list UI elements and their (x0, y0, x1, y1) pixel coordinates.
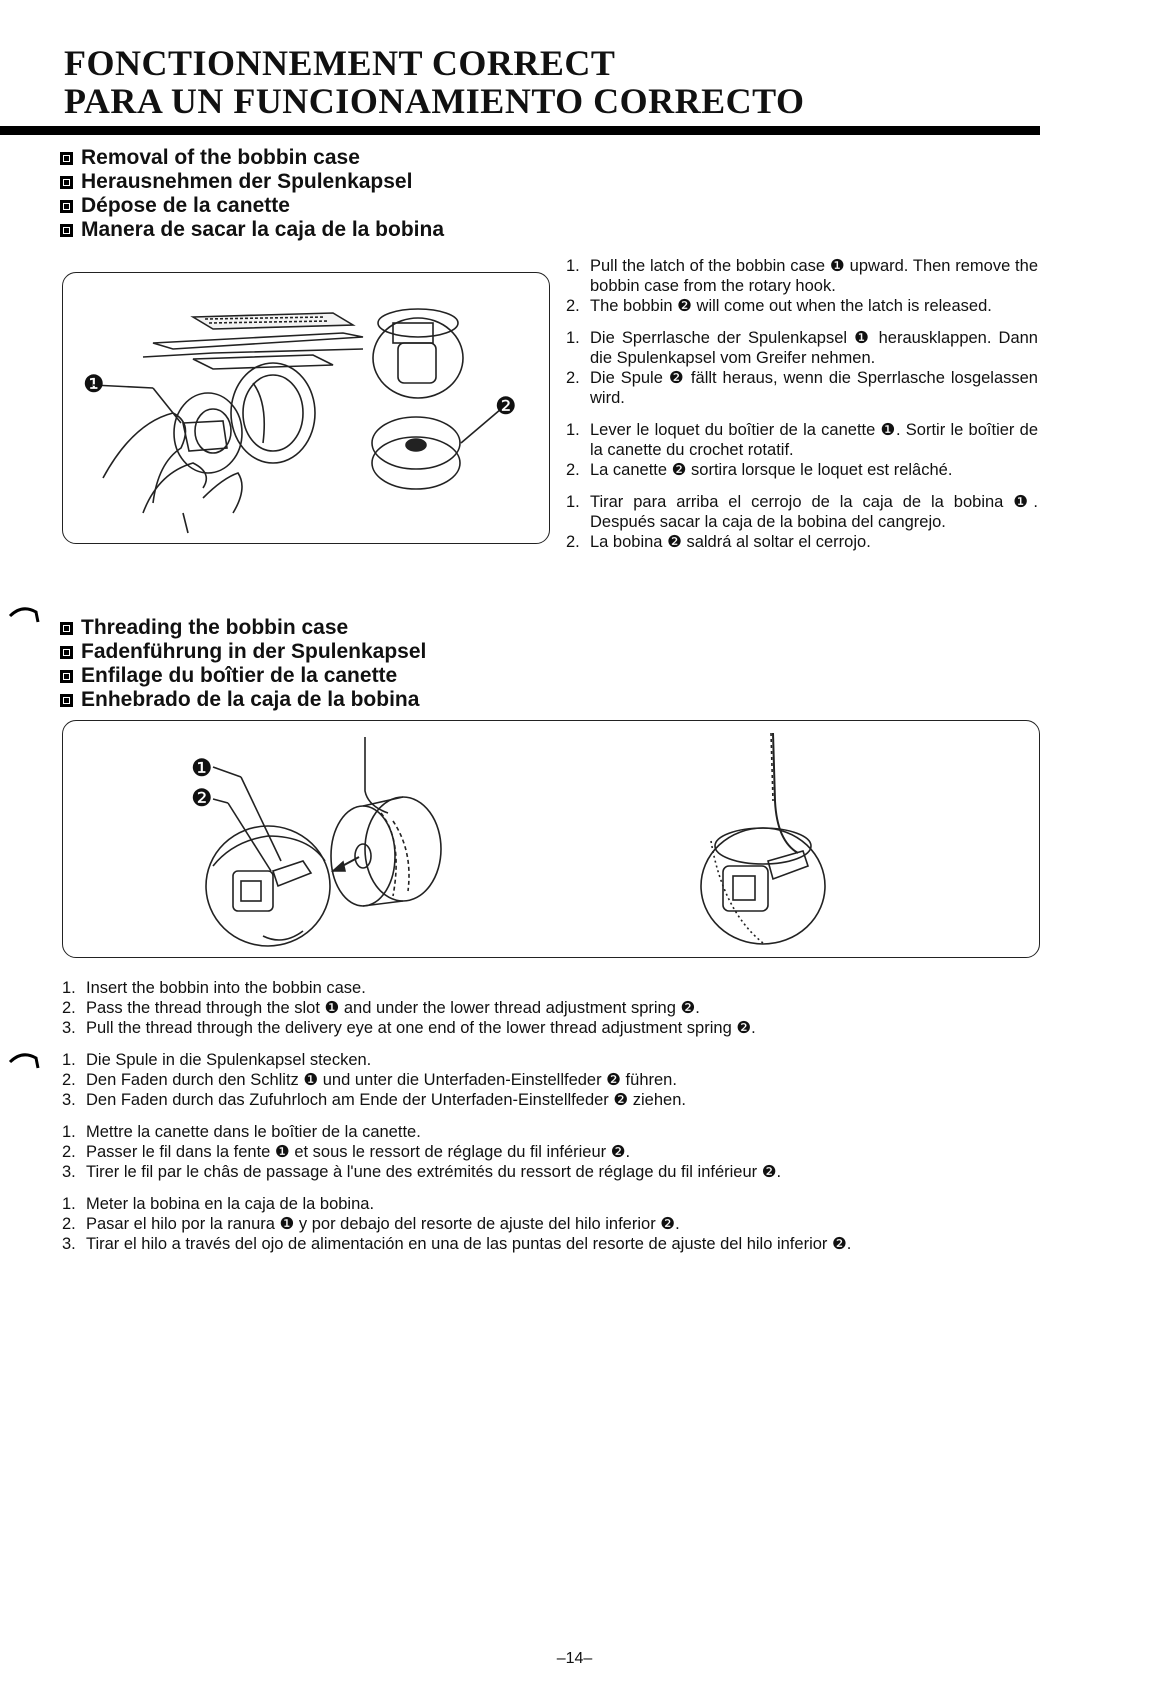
bullet-square-icon (60, 200, 73, 213)
page-corner-mark-icon (8, 1050, 42, 1070)
list-item: 1. Die Sperrlasche der Spulenkapsel ❶ herausklappen. Dann die Spulenkapsel vom Greifer nehmen. (566, 329, 1038, 367)
list-item: 2. Pasar el hilo por la ranura ❶ y por debajo del resorte de ajuste del hilo inferior ❷. (62, 1215, 680, 1233)
title-line-1: FONCTIONNEMENT CORRECT (64, 43, 616, 83)
steps-fr (62, 1122, 1052, 1182)
list-item: 1. Tirar para arriba el cerrojo de la caja de la bobina ❶. Después sacar la caja de la bobina del cangrejo. (566, 493, 1038, 531)
heading-en: Removal of the bobbin case (60, 146, 444, 170)
list-item: 2. Passer le fil dans la fente ❶ et sous le ressort de réglage du fil inférieur ❷. (62, 1143, 631, 1161)
callout-2-label: ❷ (495, 393, 517, 420)
steps-en (62, 978, 1052, 1038)
section2-steps (62, 978, 1052, 1266)
steps-en (566, 256, 1038, 316)
callout-2-label: ❷ (191, 785, 213, 812)
page-corner-mark-icon (8, 604, 42, 624)
section2-headings (60, 616, 426, 712)
steps-de (62, 1050, 1052, 1110)
bullet-square-icon (60, 176, 73, 189)
bullet-square-icon (60, 622, 73, 635)
heading-de: Herausnehmen der Spulenkapsel (60, 170, 444, 194)
steps-fr (566, 420, 1038, 480)
title-rule (0, 126, 1040, 135)
list-item: 1. Meter la bobina en la caja de la bobina. (62, 1195, 375, 1213)
bullet-square-icon (60, 224, 73, 237)
list-item: 2. Die Spule ❷ fällt heraus, wenn die Sperrlasche losgelassen wird. (566, 369, 1038, 407)
section1-steps (566, 256, 1038, 564)
bullet-square-icon (60, 646, 73, 659)
steps-es (566, 492, 1038, 552)
list-item: 1. Pull the latch of the bobbin case ❶ upward. Then remove the bobbin case from the rotary hook. (566, 257, 1038, 295)
section1-headings (60, 146, 444, 242)
heading-es: Enhebrado de la caja de la bobina (60, 688, 426, 712)
heading-en: Threading the bobbin case (60, 616, 426, 640)
threading-illustration (62, 720, 1040, 958)
list-item: 1. Lever le loquet du boîtier de la canette ❶. Sortir le boîtier de la canette du crochet rotatif. (566, 421, 1038, 459)
page-title (64, 44, 805, 120)
heading-es: Manera de sacar la caja de la bobina (60, 218, 444, 242)
callout-1-label: ❶ (191, 755, 213, 782)
bullet-square-icon (60, 670, 73, 683)
bobbin-removal-illustration (62, 272, 550, 544)
list-item: 3. Tirer le fil par le châs de passage à l'une des extrémités du ressort de réglage du fil inférieur ❷. (62, 1163, 782, 1181)
page-number: –14– (556, 1650, 593, 1667)
list-item: 1. Mettre la canette dans le boîtier de la canette. (62, 1123, 421, 1141)
list-item: 2. Pass the thread through the slot ❶ and under the lower thread adjustment spring ❷. (62, 999, 700, 1017)
list-item: 3. Den Faden durch das Zufuhrloch am Ende der Unterfaden-Einstellfeder ❷ ziehen. (62, 1091, 686, 1109)
heading-fr: Dépose de la canette (60, 194, 444, 218)
heading-de: Fadenführung in der Spulenkapsel (60, 640, 426, 664)
title-line-2: PARA UN FUNCIONAMIENTO CORRECTO (64, 81, 805, 121)
list-item: 2. Den Faden durch den Schlitz ❶ und unter die Unterfaden-Einstellfeder ❷ führen. (62, 1071, 677, 1089)
list-item: 2. La canette ❷ sortira lorsque le loquet est relâché. (566, 461, 953, 479)
list-item: 3. Pull the thread through the delivery eye at one end of the lower thread adjustment spring ❷. (62, 1019, 756, 1037)
steps-de (566, 328, 1038, 408)
list-item: 2. La bobina ❷ saldrá al soltar el cerrojo. (566, 533, 871, 551)
bullet-square-icon (60, 152, 73, 165)
steps-es (62, 1194, 1052, 1254)
list-item: 3. Tirar el hilo a través del ojo de alimentación en una de las puntas del resorte de ajuste del hilo inferior ❷. (62, 1235, 852, 1253)
bullet-square-icon (60, 694, 73, 707)
list-item: 2. The bobbin ❷ will come out when the latch is released. (566, 297, 992, 315)
list-item: 1. Die Spule in die Spulenkapsel stecken. (62, 1051, 372, 1069)
callout-1-label: ❶ (83, 371, 105, 398)
heading-fr: Enfilage du boîtier de la canette (60, 664, 426, 688)
list-item: 1. Insert the bobbin into the bobbin case. (62, 979, 366, 997)
